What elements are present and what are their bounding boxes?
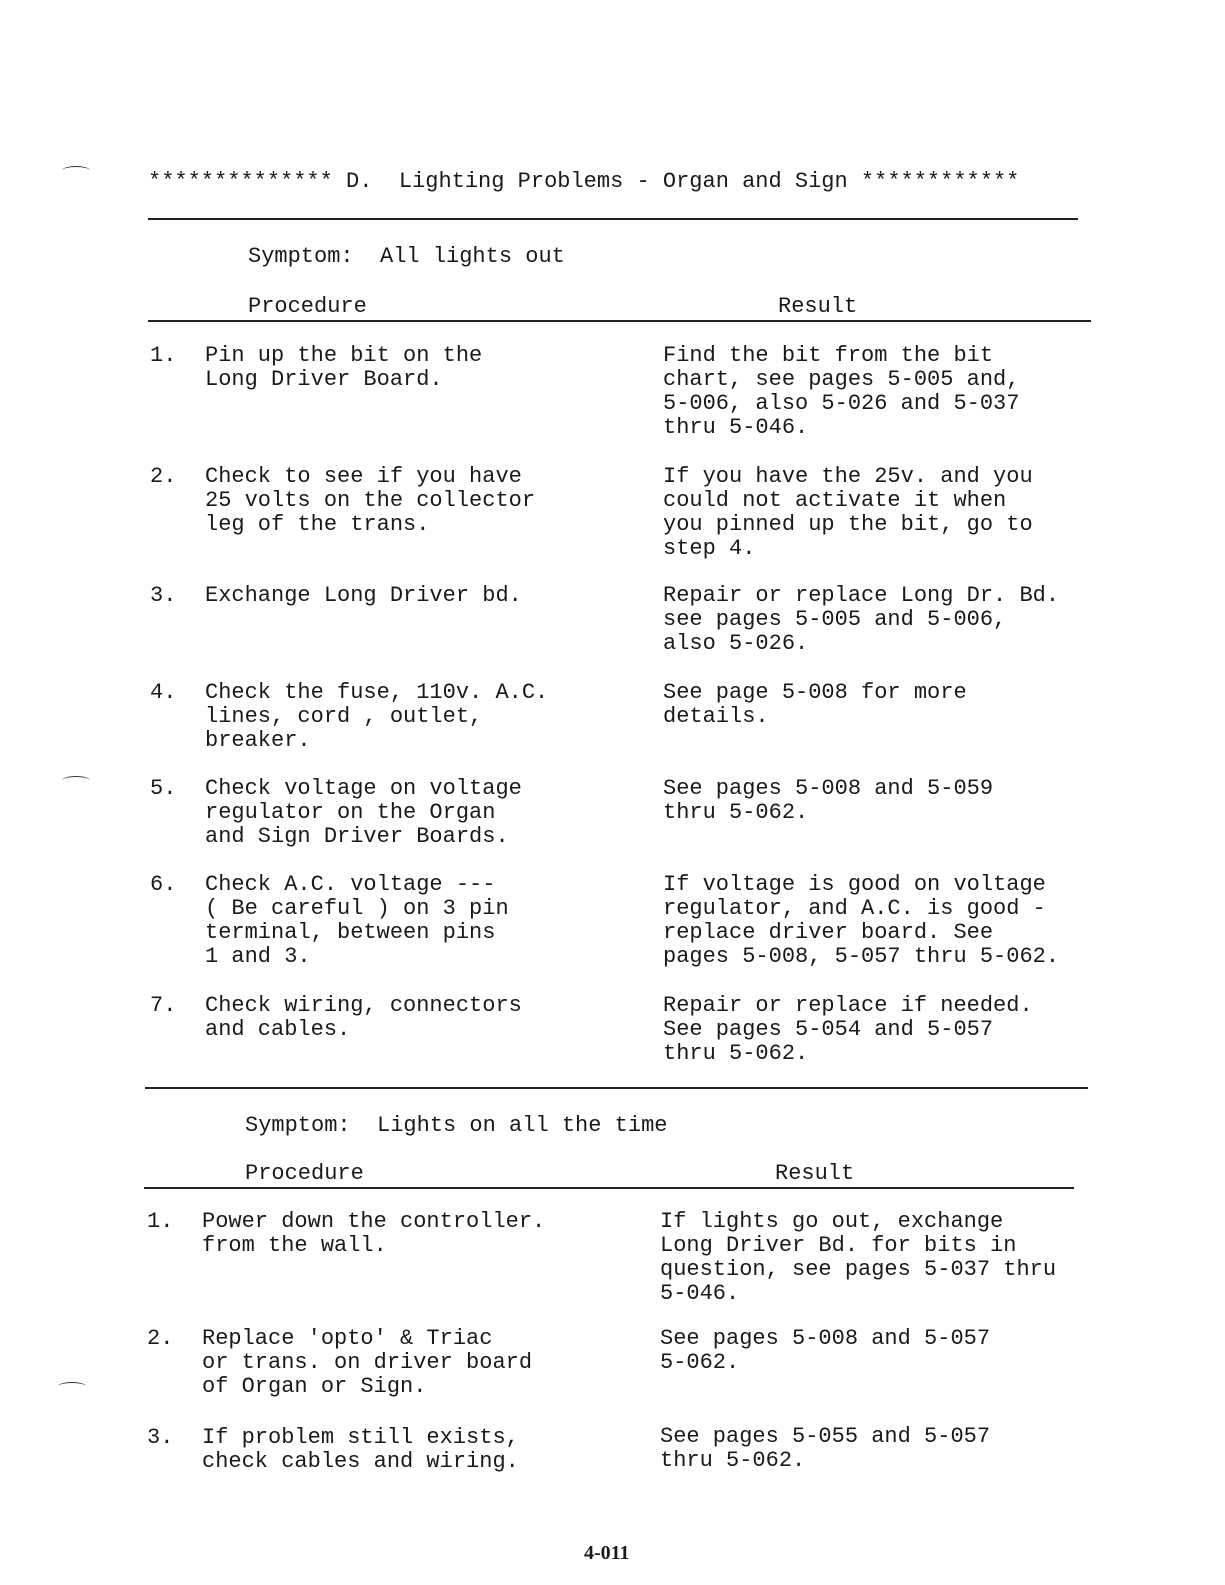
- binder-mark-2: [62, 776, 90, 785]
- result-header-2: Result: [775, 1161, 855, 1186]
- result-header-1: Result: [778, 294, 858, 319]
- procedure-text: Replace 'opto' & Triac or trans. on driver board of Organ or Sign.: [202, 1326, 533, 1399]
- symptom-1: Symptom: All lights out: [248, 244, 565, 269]
- binder-mark-1: [62, 166, 90, 175]
- section-divider: [145, 1087, 1088, 1089]
- result-text: If you have the 25v. and you could not activate it when you pinned up the bit, go to step 4.: [663, 464, 1033, 561]
- header-rule-2: [144, 1187, 1074, 1189]
- row-number: 2.: [147, 1326, 174, 1351]
- row-number: 6.: [150, 872, 177, 897]
- symptom-2: Symptom: Lights on all the time: [245, 1113, 668, 1138]
- row-number: 5.: [150, 776, 177, 801]
- procedure-header-2: Procedure: [245, 1161, 364, 1186]
- row-number: 1.: [147, 1209, 174, 1234]
- result-text: Repair or replace Long Dr. Bd. see pages 5-005 and 5-006, also 5-026.: [663, 583, 1060, 656]
- procedure-text: Check wiring, connectors and cables.: [205, 993, 522, 1042]
- header-rule-1: [148, 320, 1091, 322]
- binder-mark-3: [58, 1382, 86, 1391]
- row-number: 4.: [150, 680, 177, 705]
- procedure-text: Exchange Long Driver bd.: [205, 583, 522, 608]
- result-text: See pages 5-008 and 5-059 thru 5-062.: [663, 776, 994, 825]
- page-number: 4-011: [584, 1542, 630, 1564]
- row-number: 3.: [150, 583, 177, 608]
- result-text: If voltage is good on voltage regulator, and A.C. is good - replace driver board. See pages 5-008, 5-057 thru 5-062.: [663, 872, 1060, 969]
- procedure-text: If problem still exists, check cables and wiring.: [202, 1425, 519, 1474]
- procedure-text: Check to see if you have 25 volts on the collector leg of the trans.: [205, 464, 536, 537]
- row-number: 1.: [150, 343, 177, 368]
- result-text: If lights go out, exchange Long Driver Bd. for bits in question, see pages 5-037 thru 5-046.: [660, 1209, 1057, 1306]
- result-text: See page 5-008 for more details.: [663, 680, 967, 729]
- row-number: 3.: [147, 1425, 174, 1450]
- result-text: See pages 5-008 and 5-057 5-062.: [660, 1326, 991, 1375]
- procedure-text: Check A.C. voltage --- ( Be careful ) on 3 pin terminal, between pins 1 and 3.: [205, 872, 509, 969]
- procedure-text: Power down the controller. from the wall.: [202, 1209, 546, 1258]
- row-number: 2.: [150, 464, 177, 489]
- procedure-text: Pin up the bit on the Long Driver Board.: [205, 343, 483, 392]
- result-text: Repair or replace if needed. See pages 5-054 and 5-057 thru 5-062.: [663, 993, 1033, 1066]
- procedure-text: Check voltage on voltage regulator on the Organ and Sign Driver Boards.: [205, 776, 522, 849]
- procedure-header-1: Procedure: [248, 294, 367, 319]
- result-text: See pages 5-055 and 5-057 thru 5-062.: [660, 1424, 991, 1473]
- row-number: 7.: [150, 993, 177, 1018]
- title-rule: [148, 218, 1078, 220]
- page-title: ************** D. Lighting Problems - Organ and Sign ************: [148, 169, 1020, 194]
- procedure-text: Check the fuse, 110v. A.C. lines, cord , outlet, breaker.: [205, 680, 549, 753]
- result-text: Find the bit from the bit chart, see pages 5-005 and, 5-006, also 5-026 and 5-037 thru 5-046.: [663, 343, 1020, 440]
